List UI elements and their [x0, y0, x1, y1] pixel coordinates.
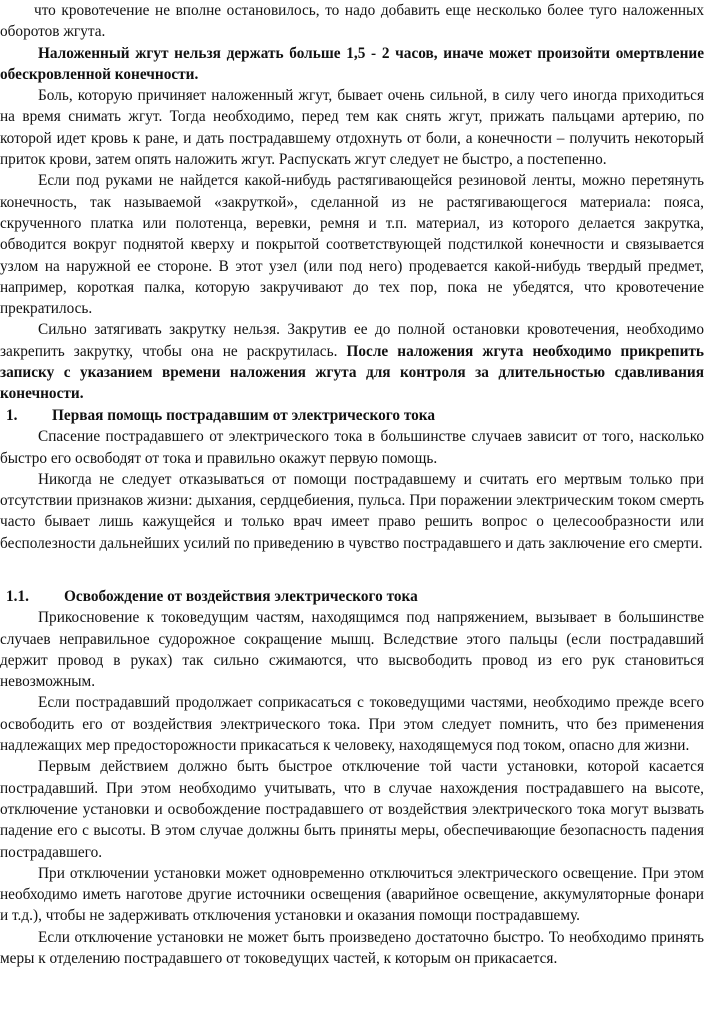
paragraph-tighten	[0, 319, 704, 404]
paragraph-separation: Если отключение установки не может быть произведено достаточно быстро. То необходимо принять меры к отделению пострадавшего от токоведущих частей, к которым он прикасается.	[0, 928, 704, 968]
section-number: 1.	[6, 407, 18, 424]
section-heading-1-1	[0, 586, 704, 607]
section-heading-1	[0, 405, 704, 426]
text-block-2	[0, 405, 704, 554]
paragraph-tighten-text: Сильно затягивать закрутку нельзя. Закрутив ее до полной остановки кровотечения, необходимо закрепить закрутку, чтобы она не раскрутилась.	[0, 321, 704, 360]
paragraph-rescue: Спасение пострадавшего от электрического тока в большинстве случаев зависит от того, насколько быстро его освободят от тока и правильно окажут первую помощь.	[0, 428, 704, 467]
paragraph-never-refuse: Никогда не следует отказываться от помощи пострадавшему и считать его мертвым только при отсутствии признаков жизни: дыхания, сердцебиения, пульса. При поражении электрическим током смерть часто бывает лишь кажущейся и только врач имеет право решить вопрос о целесообразности или бесполезности дальнейших усилий по приведению в чувство пострадавшего и дать заключение его смерти.	[0, 470, 704, 552]
section-title: Первая помощь пострадавшим от электрического тока	[52, 407, 436, 424]
paragraph-twist-tourniquet: Если под руками не найдется какой-нибудь растягивающейся резиновой ленты, можно перетянуть конечность, так называемой «закруткой», сделанной из не растягивающегося материала: пояса, скрученного платка или полотенца, веревки, ремня и т.п. материал, из которого делается закрутка, обводится вокруг поднятой кверху и покрытой соответствующей подстилкой конечности и связывается узлом на наружной ее стороне. В этот узел (или под него) продевается какой-нибудь твердый предмет, например, короткая палка, которую закручивают до тех пор, пока не убедятся, что кровотечение прекратилось.	[0, 172, 704, 318]
paragraph-contact: Прикосновение к токоведущим частям, находящимся под напряжением, вызывает в большинстве случаев неправильное судорожное сокращение мышц. Вследствие этого пальцы (если пострадавший держит провод в руках) так сильно сжимаются, что высвободить провод из его рук становиться невозможным.	[0, 609, 704, 691]
text-block-1	[0, 0, 704, 405]
paragraph-note-warning: После наложения жгута необходимо прикрепить записку с указанием времени наложения жгута для контроля за длительностью сдавливания конечности.	[0, 342, 704, 403]
paragraph-lighting: При отключении установки может одновременно отключиться электрического освещение. При этом необходимо иметь наготове другие источники освещения (аварийное освещение, аккумуляторные фонари и т.д.), чтобы не задерживать отключения установки и оказания помощи пострадавшему.	[0, 864, 704, 925]
subsection-number: 1.1.	[6, 588, 29, 605]
paragraph-pain: Боль, которую причиняет наложенный жгут, бывает очень сильной, в силу чего иногда приходиться на время снимать жгут. Тогда необходимо, перед тем как снять жгут, прижать пальцами артерию, по которой идет кровь к ране, и дать пострадавшему отдохнуть от боли, а конечности – получить некоторый приток крови, затем опять наложить жгут. Распускать жгут следует не быстро, а постепенно.	[0, 87, 704, 169]
text-block-3	[0, 586, 704, 969]
paragraph-first-action: Первым действием должно быть быстрое отключение той части установки, которой касается пострадавший. При этом необходимо учитывать, что в случае нахождения пострадавшего на высоте, отключение установки и освобождение пострадавшего от воздействия электрического тока могут вызвать падение его с высоты. В этом случае должны быть приняты меры, обеспечивающие безопасность падения пострадавшего.	[0, 758, 704, 861]
paragraph-tourniquet-warning: Наложенный жгут нельзя держать больше 1,5 - 2 часов, иначе может произойти омертвление обескровленной конечности.	[0, 44, 704, 83]
paragraph-free-victim: Если пострадавший продолжает соприкасаться с токоведущими частями, необходимо прежде всего освободить его от воздействия электрического тока. При этом следует помнить, что без применения надлежащих мер предосторожности прикасаться к человеку, находящемуся под током, опасно для жизни.	[0, 694, 704, 755]
paragraph-continuation: что кровотечение не вполне остановилось, то надо добавить еще несколько более туго наложенных оборотов жгута.	[0, 2, 704, 41]
subsection-title: Освобождение от воздействия электрического тока	[64, 588, 418, 605]
